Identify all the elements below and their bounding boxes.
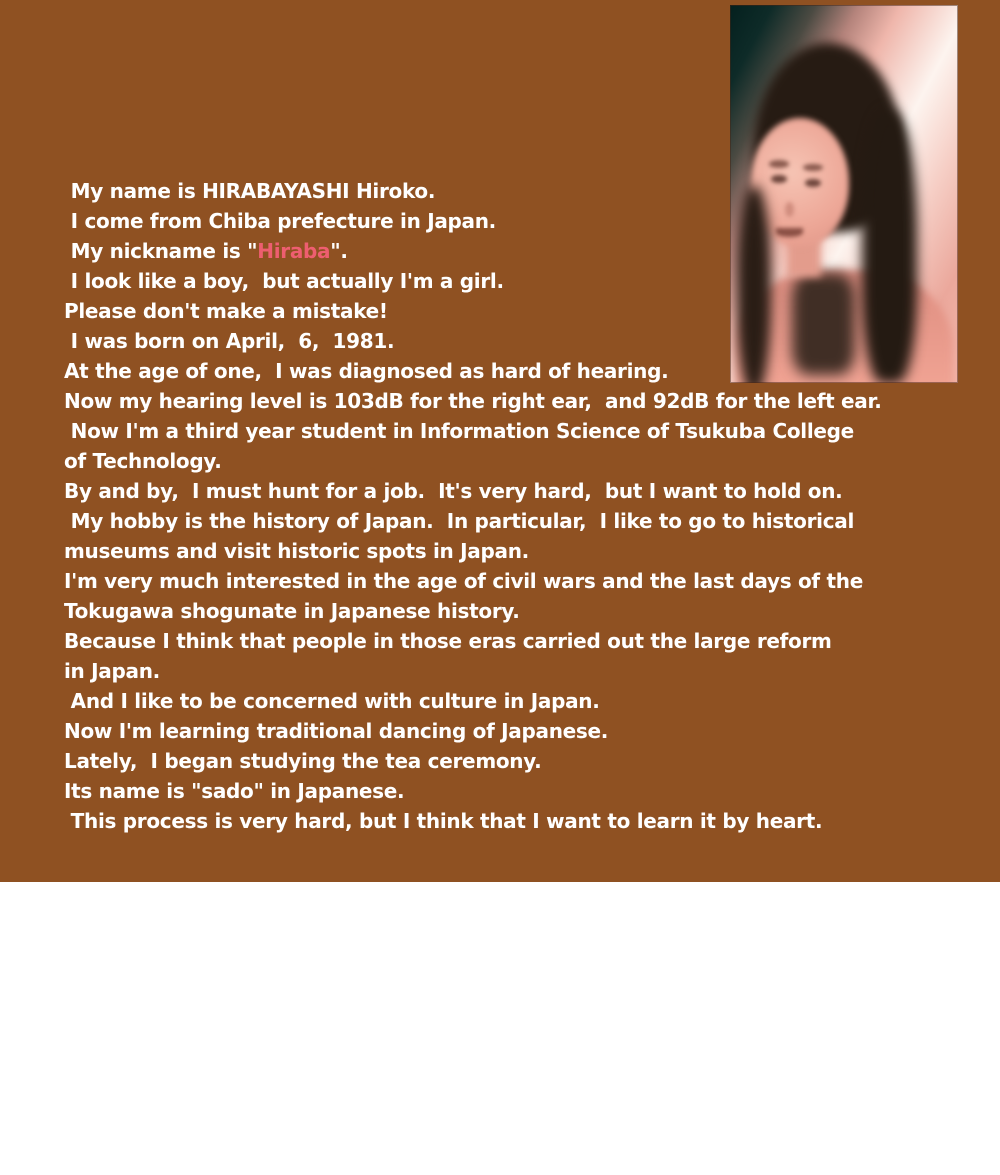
bio-text	[0, 176, 882, 836]
bio-line: I'm very much interested in the age of civil wars and the last days of the	[64, 569, 863, 593]
bio-line: Its name is "sado" in Japanese.	[64, 779, 405, 803]
bio-line: Lately, I began studying the tea ceremony.	[64, 749, 542, 773]
bio-line: And I like to be concerned with culture in Japan.	[64, 689, 600, 713]
bio-line: of Technology.	[64, 449, 222, 473]
bio-line: Now I'm learning traditional dancing of Japanese.	[64, 719, 609, 743]
bio-line-hometown: I come from Chiba prefecture in Japan.	[64, 209, 496, 233]
bio-line-name: My name is HIRABAYASHI Hiroko.	[64, 179, 436, 203]
photo-brow-left-shape	[769, 160, 790, 168]
bio-line: Please don't make a mistake!	[64, 299, 388, 323]
bio-line: museums and visit historic spots in Japan.	[64, 539, 529, 563]
bio-line: Because I think that people in those eras carried out the large reform	[64, 629, 832, 653]
bio-line-hearing-level: Now my hearing level is 103dB for the right ear, and 92dB for the left ear.	[64, 389, 882, 413]
bio-line-nickname	[64, 236, 882, 266]
nickname: Hiraba	[257, 239, 331, 263]
bio-line: At the age of one, I was diagnosed as hard of hearing.	[64, 359, 669, 383]
bio-line: By and by, I must hunt for a job. It's very hard, but I want to hold on.	[64, 479, 843, 503]
bio-line: Tokugawa shogunate in Japanese history.	[64, 599, 520, 623]
bio-line-hobby: My hobby is the history of Japan. In particular, I like to go to historical	[64, 509, 855, 533]
bio-line-birthday: I was born on April, 6, 1981.	[64, 329, 395, 353]
bio-line: in Japan.	[64, 659, 160, 683]
bio-line: This process is very hard, but I think that I want to learn it by heart.	[64, 809, 823, 833]
bio-line-school: Now I'm a third year student in Information Science of Tsukuba College	[64, 419, 854, 443]
nickname-prefix: My nickname is "	[64, 239, 258, 263]
nickname-suffix: ".	[330, 239, 348, 263]
bio-line: I look like a boy, but actually I'm a girl.	[64, 269, 504, 293]
